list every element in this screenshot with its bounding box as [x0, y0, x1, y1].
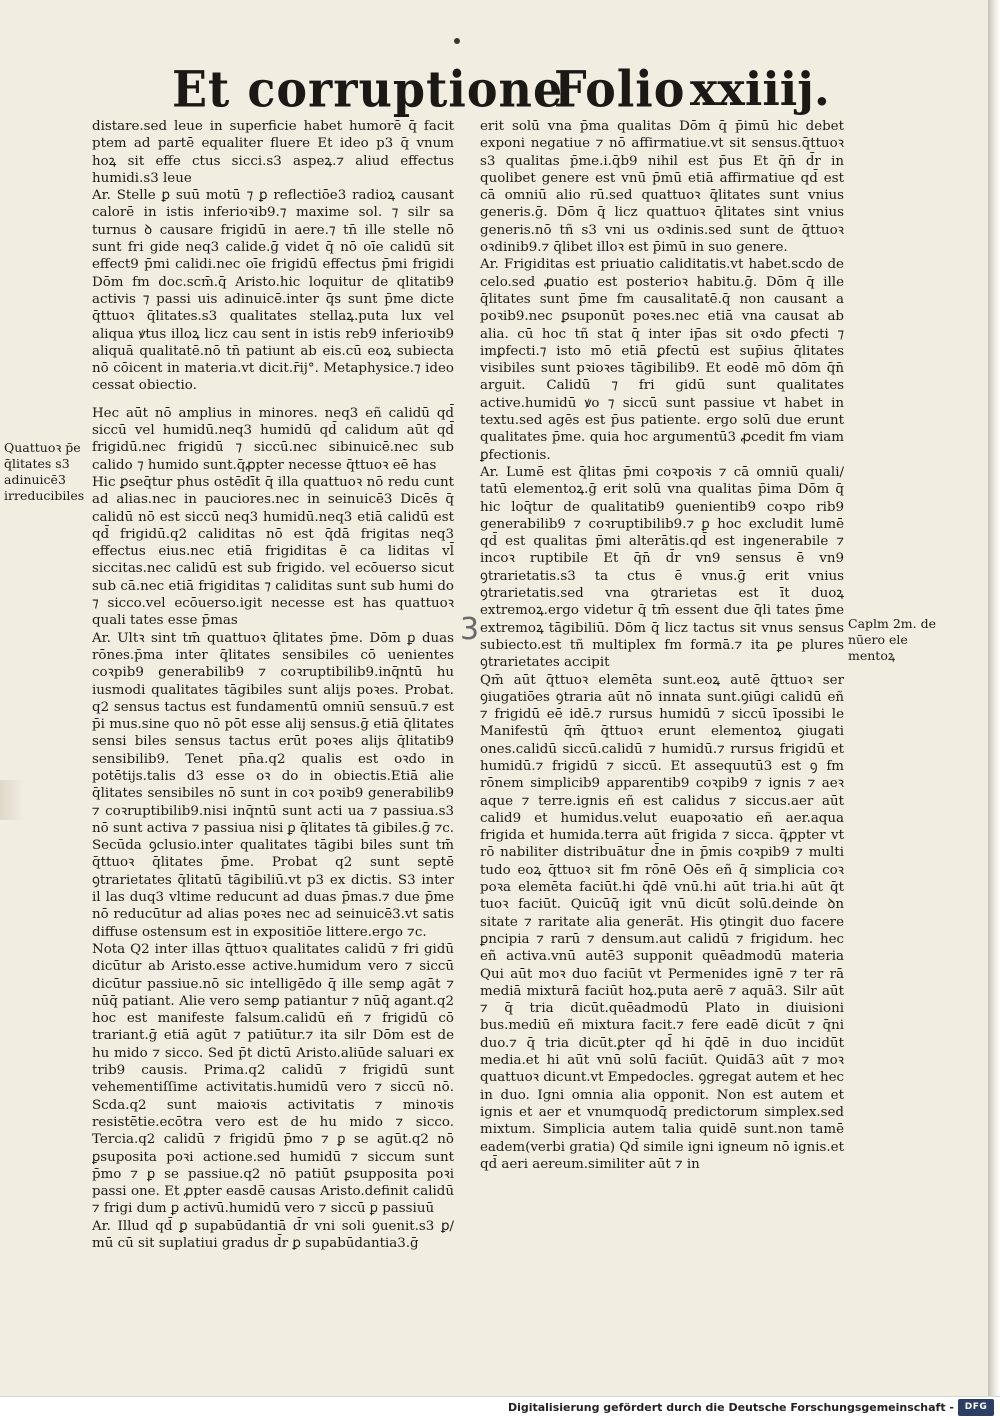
left-paragraph-3: Hec aūt nō amplius in minores. neq3 eñ calidū qd̄ siccū vel humidū.neq3 humidū qd̄ calidum aūt qd̄ frigidū.nec frigidū ⁊ siccū.nec sibinuicē.nec sub calido ⁊ humido sunt.q̄ꝓpter necesse q̄ttuoꝛ eē has	[92, 405, 454, 473]
ink-bleed-mark	[0, 780, 24, 820]
left-margin-note: Quattuoꝛ p̄e q̄litates s3 adinuicē3 irreducibiles	[4, 440, 85, 503]
right-text-column	[480, 118, 844, 1173]
ink-speck	[454, 38, 460, 44]
right-paragraph-4: Qm̄ aūt q̄ttuoꝛ elemēta sunt.eoꝝ autē q̄ttuoꝛ ser ꝯiugatiōes ꝯtraria aūt nō innata sunt.ꝯiūgi calidū eñ ⁊ frigidū eē idē.⁊ rursus humidū ⁊ siccū īpossibi le Manifestū q̄m̄ q̄ttuoꝛ erunt elementoꝝ ꝯiugati ones.calidū siccū.calidū ⁊ humidū.⁊ rursus frigidū et humidū.⁊ frigidū ⁊ siccū. Et assequutū3 est ꝯ fm rōnem simplicib9 apparentib9 coꝛpib9 ⁊ ignis ⁊ aeꝛ aque ⁊ terre.ignis eñ est calidus ⁊ siccus.aer aūt calid9 et humidus.velut euapoꝛatio eñ aer.aqua frigida et humida.terra aūt frigida ⁊ sicca. q̄ꝓpter vt rō nabiliter distribuātur d̄ne in p̄mis coꝛpib9 ⁊ multi tudo eoꝝ q̄ttuoꝛ sit fm rōnē Oēs eñ q̄ simplicia coꝛ poꝛa elemēta faciūt.hi q̄dē vnū.hi aūt tria.hi aūt q̄t tuoꝛ faciūt. Quicūq̄ igit vnū dicūt solū.deinde ꝺn sitate ⁊ raritate alia generāt. His ꝯtingit duo facere ꝑncipia ⁊ rarū ⁊ densum.aut calidū ⁊ frigidum. hec eñ activa.vnū autē3 supponit quēadmodū materia Qui aūt moꝛ duo faciūt vt Permenides ignē ⁊ ter rā mediā mixturā faciūt hoꝝ.puta aerē ⁊ aquā3. Silr aūt ⁊ q̄ tria dicūt.quēadmodū Plato in diuisioni bus.mediū eñ mixtura facit.⁊ fere eadē dicūt ⁊ q̄ni duo.⁊ q̄ tria dicūt.ꝑter qd̄ hi q̄dē in duo incidūt media.et hi aūt vnū solū faciūt. Quidā3 aūt ⁊ moꝛ quattuoꝛ dicunt.vt Empedocles. ꝯgregat autem et hec in duo. Igni omnia alia opponit. Non est autem et ignis et aer et vnumquodq̄ predictorum simplex.sed mixtum. Simplicia autem talia quidē sunt.non tamē eadem(verbi gratia) Qd̄ simile igni igneum nō ignis.et qd̄ aeri aereum.similiter aūt ⁊ in	[480, 672, 844, 1172]
left-paragraph-5: Ar. Ultꝛ sint tm̄ quattuoꝛ q̄litates p̄me. Dōm ꝑ duas rōnes.p̄ma inter q̄litates sensibiles cō uenientes coꝛpib9 generabilib9 ⁊ coꝛruptibilib9.inq̄ntū hu iusmodi qualitates tāgibiles sunt alijs poꝛes. Probat. q2 sensus tactus est fundamentū omniū sensuū.⁊ est p̄i mus.sine quo nō pōt esse alij sensus.ḡ etiā q̄litates sensi biles sensus tactus erūt poꝛes alijs q̄litatib9 sensibilib9. Tenet pn̄a.q2 qualis est oꝛdo in potētijs.talis d3 esse oꝛ do in obiectis.Etiā alie q̄litates sensibiles nō sunt in coꝛ poꝛib9 generabilib9 ⁊ coꝛruptibilib9.nisi inq̄ntū sunt acti ua ⁊ passiua.s3 nō sunt activa ⁊ passiua nisi ꝑ q̄litates tā gibiles.ḡ ⁊c. Secūda ꝯclusio.inter qualitates tāgibi biles sunt tm̄ q̄ttuoꝛ q̄litates p̄me. Probat q2 sunt septē ꝯtrarietates q̄litatū tāgibiliū.vt p3 ex dictis. S3 inter il las duq3 vltime reducunt ad duas p̄mas.⁊ due p̄me nō reducūtur ad alias poꝛes nec ad seinuicē3.vt satis diffuse ostensum est in expositiōe littere.ergo ⁊c.	[92, 630, 454, 940]
dfg-logo[interactable]: DFG	[958, 1399, 994, 1416]
left-paragraph-4: Hic ꝑseq̄tur phus ostēdīt q̄ illa quattuoꝛ nō redu cunt ad alias.nec in pauciores.nec in seinuicē3 Dicēs q̄ calidū nō est siccū neq3 humidū.neq3 etiā calidū est qd̄ frigidū.q2 caliditas nō est q̄dā frigitas neq3 effectus eius.nec etiā frigiditas ē ca liditas vl̄ siccitas.nec calidū est sub frigido. vel ecōuerso sicut sub cā.nec etiā frigiditas ⁊ caliditas sunt sub humi do ⁊ sicco.vel ecōuerso.igit necesse est has quattuoꝛ quali tates esse p̄mas	[92, 474, 454, 629]
left-paragraph-1: distare.sed leue in superficie habet humorē q̄ facit ptem ad partē equaliter fluere Et ideo p3 q̄ vnum hoꝝ sit effe ctus sicci.s3 aspeꝝ.⁊ aliud effectus humidi.s3 leue	[92, 119, 454, 186]
right-paragraph-2: Ar. Frigiditas est priuatio caliditatis.vt habet.scdo de celo.sed ꝓuatio est posterioꝛ habitu.ḡ. Dōm q̄ ille q̄litates sunt p̄me fm causalitatē.q̄ non causant a poꝛib9.nec ꝑsuponūt poꝛes.nec etiā vna causat ab alia. cū hoc tñ stat q̄ inter ip̄as sit oꝛdo ꝑfecti ⁊ imꝑfecti.⁊ isto mō etiā ꝑfectū est sup̄ius q̄litates visibiles sunt pꝛioꝛes tāgibilib9. Et eodē mō dōm q̄n̄ arguit. Calidū ⁊ fri gidū sunt qualitates active.humidū ꝟo ⁊ siccū sunt passiue vt habet in textu.sed agēs est p̄us patiente. ergo solū due erunt qualitates p̄me. quia hoc argumentū3 ꝓcedit fm viam ꝑfectionis.	[480, 257, 844, 463]
pencil-annotation: 3	[460, 612, 480, 647]
page-edge-shadow	[988, 0, 1000, 1396]
folio-number: xxiiij.	[690, 62, 830, 116]
right-paragraph-3: Ar. Lumē est q̄litas p̄mi coꝛpoꝛis ⁊ cā omniū quali/ tatū elementoꝝ.ḡ erit solū vna qualitas p̄ima Dōm q̄ hic loq̄tur de qualitatib9 ꝯuenientib9 coꝛpo rib9 generabilib9 ⁊ coꝛruptibilib9.⁊ ꝑ hoc excludit lumē qd̄ est qualitas p̄mi alterātis.qd̄ est ingenerabile ⁊ incoꝛ ruptibile Et q̄n̄ d̄r vn9 sensus ē vn9 ꝯtrarietatis.s3 ta ctus ē vnus.ḡ erit vnius ꝯtrarietatis.sed vna ꝯtrarietas est īt duoꝝ extremoꝝ.ergo videtur q̄ tm̄ essent due q̄li tates p̄me extremoꝝ tāgibiliū. Dōm q̄ licz tactus sit vnus sensus subiecto.est tñ multiplex fm formā.⁊ ita ꝑe plures ꝯtrarietates accipit	[480, 464, 844, 671]
footer-credit: Digitalisierung gefördert durch die Deutsche Forschungsgemeinschaft -	[507, 1401, 954, 1414]
left-paragraph-2: Ar. Stelle ꝑ suū motū ⁊ ꝑ reflectiōe3 radioꝝ causant calorē in istis inferioꝛib9.⁊ maxime sol. ⁊ silr sa turnus ꝺ causare frigidū in aere.⁊ tn̄ ille stelle nō sunt fri gide neq3 calide.ḡ videt q̄ nō oīe calidū sit effect9 p̄mi calidi.nec oīe frigidū effectus p̄mi frigidi Dōm fm doc.scm̄.q̄ Aristo.hic loquitur de qlitatib9 activis ⁊ passi uis adinuicē.inter q̄s sunt p̄me dicte q̄ttuoꝛ q̄litates.s3 qualitates stellaꝝ.puta lux vel aliqua ꝟtus illoꝝ licz cau sent in istis reb9 inferioꝛib9 aliquā qualitatē.nō tn̄ patiunt ab eis.cū eoꝝ subiecta nō cōicent in materia.vt dicit.r̄ij°. Metaphysice.⁊ ideo cessat obiectio.	[92, 188, 454, 394]
left-paragraph-6: Nota Q2 inter illas q̄ttuoꝛ qualitates calidū ⁊ fri gidū dicūtur ab Aristo.esse active.humidum vero ⁊ siccū dicūtur passiue.nō sic intelligēdo q̄ ille semꝑ agāt ⁊ nūq̄ patiant. Alie vero semꝑ patiantur ⁊ nūq̄ agant.q2 hoc est manifeste falsum.calidū eñ ⁊ frigidū cō trariant.ḡ etiā agūt ⁊ patiūtur.⁊ ita silr Dōm est de hu mido ⁊ sicco. Sed p̄t dictū Aristo.aliūde saluari ex trib9 causis. Prima.q2 calidū ⁊ frigidū sunt vehementiſſime activitatis.humidū vero ⁊ siccū nō. Scda.q2 sunt maioꝛis activitatis ⁊ minoꝛis resistētie.ecōtra vero est de hu mido ⁊ sicco. Tercia.q2 calidū ⁊ frigidū p̄mo ⁊ ꝑ se agūt.q2 nō ꝑsuposita poꝛi actione.sed humidū ⁊ siccum sunt p̄mo ⁊ ꝑ se passiue.q2 nō patiūt ꝑsupposita poꝛi passi one. Et ꝓpter easdē causas Aristo.definit calidū ⁊ frigi dum ꝑ activū.humidū vero ⁊ siccū ꝑ passiuū	[92, 941, 454, 1217]
right-paragraph-1: erit solū vna p̄ma qualitas Dōm q̄ p̄imū hic debet exponi negatiue ⁊ nō affirmatiue.vt sit sensus.q̄ttuoꝛ s3 qualitas p̄me.i.q̄b9 nihil est p̄us Et q̄n̄ d̄r in quolibet genere est vnū p̄mū etiā affirmatiue qd̄ est cā omniū alio rū.sed quattuoꝛ q̄litates sunt vnius generis.ḡ. Dōm q̄ licz quattuoꝛ q̄litates sint vnius generis.nō tñ s3 vni us oꝛdinis.sed sunt de q̄ttuoꝛ oꝛdinib9.⁊ q̄libet illoꝛ est p̄imū in suo genere.	[480, 119, 844, 256]
running-head-left: Et corruptione	[172, 59, 564, 119]
left-text-column	[92, 118, 454, 1252]
running-head-right: Folio	[554, 59, 686, 119]
right-margin-note: Caplm 2m. de nūero ele mentoꝝ	[848, 616, 936, 663]
left-paragraph-7: Ar. Illud qd̄ ꝑ supabūdantiā d̄r vni soli ꝯuenit.s3 ꝑ/ mū cū sit suplatiui gradus d̄r ꝑ supabūdantia3.ḡ	[92, 1218, 454, 1251]
viewer-footer	[0, 1396, 1000, 1420]
